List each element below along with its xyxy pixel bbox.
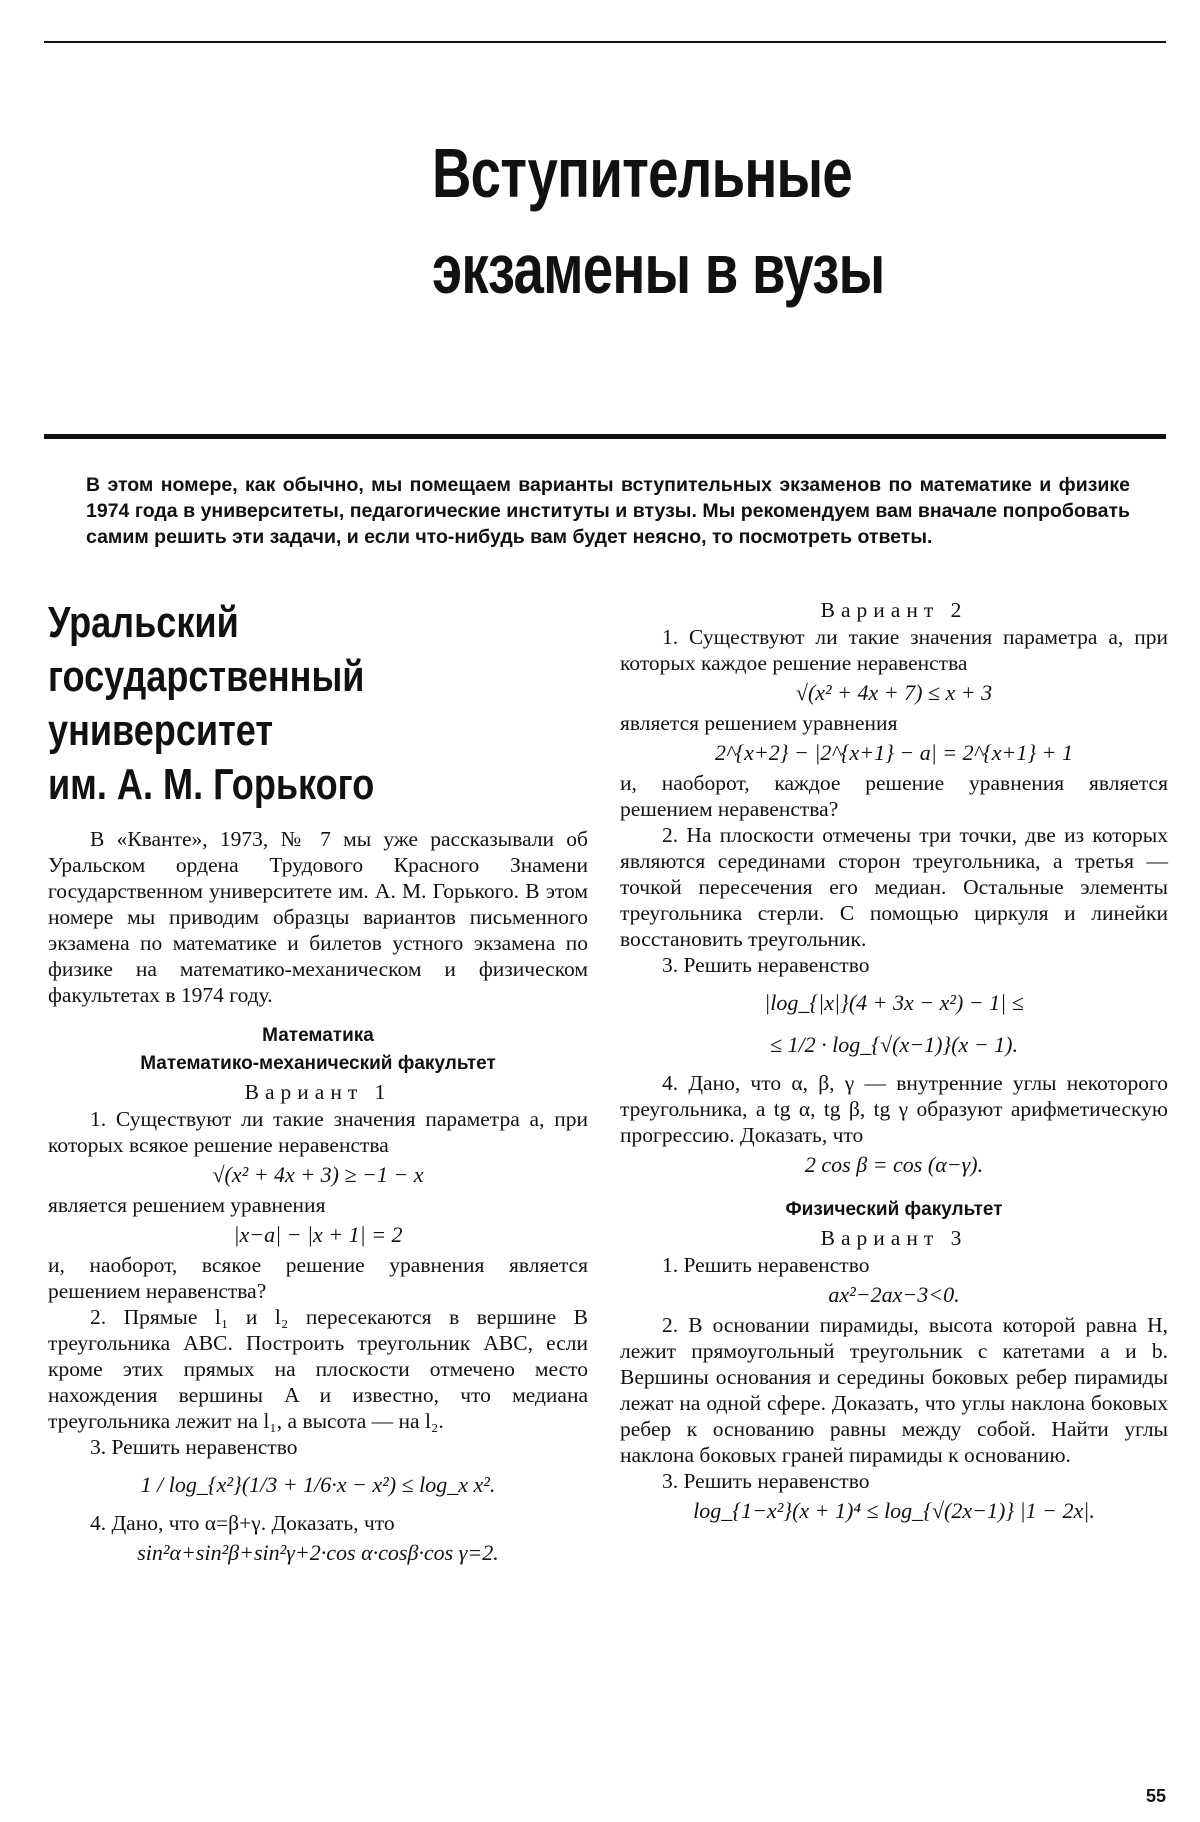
- lead-paragraph: В «Кванте», 1973, № 7 мы уже рассказывали об Уральском ордена Трудового Красного Знамени государственном университете им. А. М. Горького. В этом номере мы приводим образцы вариантов письменного экзамена по математике и билетов устного экзамена по физике на математико-механическом и физическом факультетах в 1974 году.: [48, 827, 588, 1007]
- v3-formula-3: log_{1−x²}(x + 1)⁴ ≤ log_{√(2x−1)} |1 − 2x|.: [693, 1498, 1095, 1523]
- v2-problem-4: 4. Дано, что α, β, γ — внутренние углы некоторого треугольника, а tg α, tg β, tg γ образуют арифметическую прогрессию. Доказать, что: [620, 1071, 1168, 1147]
- variant-3-heading: Вариант 3: [820, 1226, 968, 1250]
- v2-formula-3a: |log_{|x|}(4 + 3x − x²) − 1| ≤: [764, 990, 1024, 1015]
- v1-formula-3: 1 / log_{x²}(1/3 + 1/6·x − x²) ≤ log_x x².: [140, 1472, 496, 1497]
- top-rule: [44, 41, 1166, 43]
- v1-problem-4: 4. Дано, что α=β+γ. Доказать, что: [90, 1511, 395, 1535]
- variant-2-heading: Вариант 2: [820, 598, 968, 622]
- right-column: [620, 596, 1168, 1528]
- page-number: 55: [1146, 1786, 1167, 1806]
- v2-problem-1-end: и, наоборот, каждое решение уравнения является решением неравенства?: [620, 771, 1168, 821]
- v3-problem-1: 1. Решить неравенство: [662, 1253, 870, 1277]
- left-column: [48, 596, 588, 1570]
- university-heading: [48, 596, 491, 812]
- university-line-2: государственный: [48, 652, 365, 701]
- university-line-3: университет: [48, 706, 274, 755]
- v3-formula-1: ax²−2ax−3<0.: [828, 1282, 960, 1307]
- variant-1-heading: Вариант 1: [244, 1080, 392, 1104]
- v2-formula-2: 2^{x+2} − |2^{x+1} − a| = 2^{x+1} + 1: [715, 740, 1073, 765]
- v1-problem-1-cont: является решением уравнения: [48, 1193, 326, 1217]
- v1-formula-2: |x−a| − |x + 1| = 2: [233, 1222, 403, 1247]
- title-bottom-rule: [44, 434, 1166, 439]
- physics-faculty-heading: Физический факультет: [785, 1199, 1003, 1220]
- v2-problem-1: 1. Существуют ли такие значения параметра a, при которых каждое решение неравенства: [620, 625, 1168, 675]
- intro-paragraph: В этом номере, как обычно, мы помещаем варианты вступительных экзаменов по математике и физике 1974 года в университеты, педагогические институты и втузы. Мы рекомендуем вам вначале попробовать самим решить эти задачи, и если что-нибудь вам будет неясно, то посмотреть ответы.: [86, 474, 1130, 548]
- v1-formula-1: √(x² + 4x + 3) ≥ −1 − x: [212, 1162, 424, 1187]
- article-title: [432, 125, 994, 317]
- university-line-1: Уральский: [48, 598, 239, 647]
- v2-problem-3: 3. Решить неравенство: [662, 953, 870, 977]
- v2-formula-1: √(x² + 4x + 7) ≤ x + 3: [795, 680, 993, 705]
- v1-formula-4: sin²α+sin²β+sin²γ+2·cos α·cosβ·cos γ=2.: [137, 1540, 499, 1565]
- title-line-1: Вступительные: [432, 134, 853, 212]
- v3-problem-3: 3. Решить неравенство: [662, 1469, 870, 1493]
- v2-problem-1-cont: является решением уравнения: [620, 711, 898, 735]
- v2-formula-3b: ≤ 1/2 · log_{√(x−1)}(x − 1).: [770, 1032, 1018, 1057]
- university-line-4: им. А. М. Горького: [48, 760, 375, 809]
- v1-problem-1: 1. Существуют ли такие значения параметра a, при которых всякое решение неравенства: [48, 1107, 588, 1157]
- v1-problem-2: 2. Прямые l₁ и l₂ пересекаются в вершине B треугольника ABC. Построить треугольник ABC, если кроме этих прямых на плоскости отмечено место нахождения вершины A и известно, что медиана треугольника лежит на l₁, а высота — на l₂.: [48, 1305, 588, 1433]
- v1-problem-3: 3. Решить неравенство: [90, 1435, 298, 1459]
- subject-heading: Математика: [262, 1025, 374, 1046]
- v2-formula-4: 2 cos β = cos (α−γ).: [804, 1152, 984, 1177]
- title-line-2: экзамены в вузы: [432, 230, 885, 308]
- v3-problem-2: 2. В основании пирамиды, высота которой равна H, лежит прямоугольный треугольник с катетами a и b. Вершины основания и середины боковых ребер пирамиды лежат на одной сфере. Доказать, что углы наклона боковых ребер к основанию равны между собой. Найти углы наклона боковых граней пирамиды к основанию.: [620, 1313, 1168, 1467]
- v2-problem-2: 2. На плоскости отмечены три точки, две из которых являются серединами сторон треугольника, а третья — точкой пересечения его медиан. Остальные элементы треугольника стерли. С помощью циркуля и линейки восстановить треугольник.: [620, 823, 1168, 951]
- faculty-heading: Математико-механический факультет: [140, 1053, 496, 1074]
- v1-problem-1-end: и, наоборот, всякое решение уравнения является решением неравенства?: [48, 1253, 588, 1303]
